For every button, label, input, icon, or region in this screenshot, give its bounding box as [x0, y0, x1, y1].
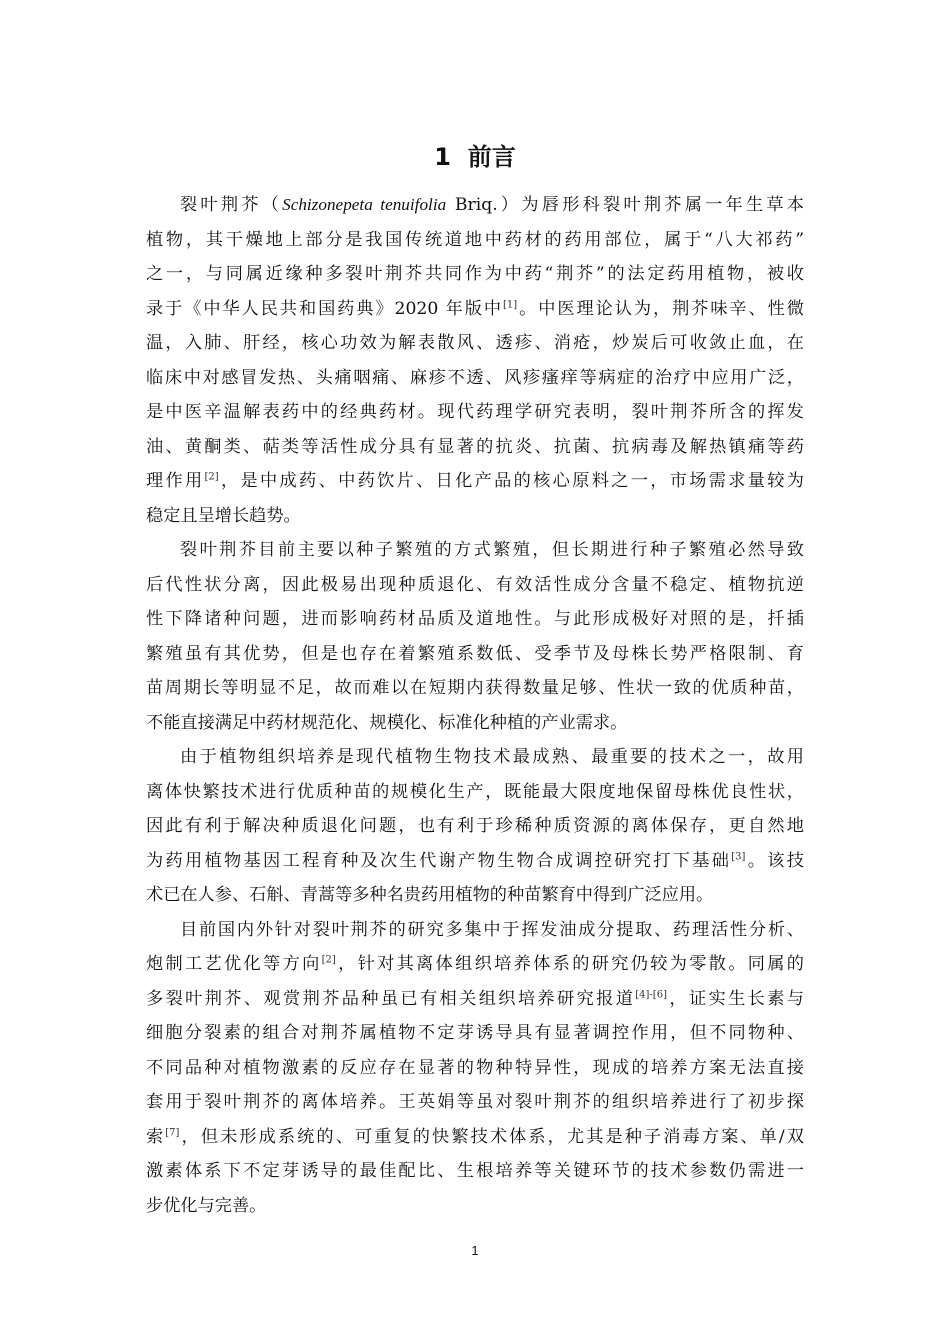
- paragraph-line: [146, 844, 804, 879]
- paragraph-line: [146, 982, 804, 1017]
- text-run: 是中医辛温解表药中的经典药材。现代药理学研究表明，裂叶荆芥所含的挥发: [146, 402, 804, 422]
- paragraph-line: [146, 602, 804, 637]
- text-run: 理作用: [146, 471, 205, 491]
- paragraph-line: [146, 499, 804, 534]
- citation-reference: [2]: [321, 954, 336, 966]
- text-run: 录于《中华人民共和国药典》2020 年版中: [146, 298, 504, 319]
- text-run: ，是中成药、中药饮片、日化产品的核心原料之一，市场需求量较为: [218, 471, 804, 491]
- text-run: 离体快繁技术进行优质种苗的规模化生产，既能最大限度地保留母株优良性状，: [146, 781, 804, 802]
- paragraph-line: [146, 1051, 804, 1086]
- text-run: 临床中对感冒发热、头痛咽痛、麻疹不透、风疹瘙痒等病症的治疗中应用广泛，: [146, 367, 804, 388]
- text-run: 不能直接满足中药材规范化、规模化、标准化种植的产业需求。: [146, 712, 628, 733]
- paragraph-line: [146, 775, 804, 810]
- text-run: 激素体系下不定芽诱导的最佳配比、生根培养等关键环节的技术参数仍需进一: [146, 1161, 804, 1181]
- paragraph-line: [146, 533, 804, 568]
- text-run: 为药用植物基因工程育种及次生代谢产物生物合成调控研究打下基础: [146, 850, 732, 871]
- text-run: 植物，其干燥地上部分是我国传统道地中药材的药用部位，属于“八大祁药”: [146, 229, 804, 250]
- paragraph-line: [146, 637, 804, 672]
- text-run: ，但未形成系统的、可重复的快繁技术体系，尤其是种子消毒方案、单/双: [179, 1126, 804, 1147]
- citation-reference: [2]: [204, 471, 219, 483]
- citation-reference: [3]: [731, 850, 746, 862]
- text-run: 细胞分裂素的组合对荆芥属植物不定芽诱导具有显著调控作用，但不同物种、: [146, 1023, 804, 1043]
- body-text: [146, 188, 804, 1223]
- citation-reference: [7]: [165, 1126, 180, 1138]
- text-run: 炮制工艺优化等方向: [146, 954, 322, 974]
- citation-reference: [1]: [503, 298, 518, 310]
- paragraph-line: [146, 671, 804, 706]
- paragraph-line: [146, 430, 804, 465]
- text-run: 裂叶荆芥（: [180, 195, 283, 215]
- text-run: 由于植物组织培养是现代植物生物技术最成熟、最重要的技术之一，故用: [180, 747, 804, 767]
- text-run: 套用于裂叶荆芥的离体培养。王英娟等虽对裂叶荆芥的组织培养进行了初步探: [146, 1092, 804, 1112]
- paragraph-line: [146, 706, 804, 741]
- paragraph-line: [146, 913, 804, 948]
- text-run: 多裂叶荆芥、观赏荆芥品种虽已有相关组织培养研究报道: [146, 988, 636, 1009]
- text-run: 索: [146, 1126, 166, 1147]
- text-run: 性下降诸种问题，进而影响药材品质及道地性。与此形成极好对照的是，扦插: [146, 609, 804, 629]
- text-run: Briq.）为唇形科裂叶荆芥属一年生草本: [446, 195, 804, 215]
- text-run: ，证实生长素与: [666, 988, 804, 1009]
- text-run: 术已在人参、石斛、青蒿等多种名贵药用植物的种苗繁育中得到广泛应用。: [146, 885, 714, 905]
- paragraph-line: [146, 361, 804, 396]
- text-run: 因此有利于解决种质退化问题，也有利于珍稀种质资源的离体保存，更自然地: [146, 816, 804, 836]
- text-run: 裂叶荆芥目前主要以种子繁殖的方式繁殖，但长期进行种子繁殖必然导致: [180, 540, 804, 560]
- paragraph-line: [146, 464, 804, 499]
- paragraph-line: [146, 568, 804, 603]
- paragraph-line: [146, 326, 804, 361]
- text-run: ，针对其离体组织培养体系的研究仍较为零散。同属的: [335, 954, 804, 974]
- paragraph-line: [146, 1189, 804, 1224]
- paragraph-line: [146, 188, 804, 223]
- paragraph-line: [146, 1120, 804, 1155]
- text-run: 。中医理论认为，荆芥味辛、性微: [517, 298, 804, 319]
- text-run: 。该技: [745, 850, 804, 871]
- text-run: 之一，与同属近缘种多裂叶荆芥共同作为中药“荆芥”的法定药用植物，被收: [146, 264, 804, 284]
- text-run: 苗周期长等明显不足，故而难以在短期内获得数量足够、性状一致的优质种苗，: [146, 678, 804, 698]
- text-run: 目前国内外针对裂叶荆芥的研究多集中于挥发油成分提取、药理活性分析、: [180, 919, 804, 940]
- paragraph-line: [146, 1016, 804, 1051]
- paragraph-line: [146, 223, 804, 258]
- paragraph-line: [146, 809, 804, 844]
- text-run: 稳定且呈增长趋势。: [146, 505, 301, 526]
- text-run: 繁殖虽有其优势，但是也存在着繁殖系数低、受季节及母株长势严格限制、育: [146, 643, 804, 664]
- citation-reference: [4]-[6]: [635, 988, 667, 1000]
- paragraph-line: [146, 395, 804, 430]
- text-run: 油、黄酮类、萜类等活性成分具有显著的抗炎、抗菌、抗病毒及解热镇痛等药: [146, 436, 804, 457]
- paragraph-line: [146, 292, 804, 327]
- paragraph-line: [146, 878, 804, 913]
- page-number: 1: [471, 1243, 479, 1258]
- paragraph-line: [146, 1154, 804, 1189]
- text-run: 后代性状分离，因此极易出现种质退化、有效活性成分含量不稳定、植物抗逆: [146, 574, 804, 595]
- paragraph-line: [146, 1085, 804, 1120]
- paragraph-line: [146, 257, 804, 292]
- text-run: 温，入肺、肝经，核心功效为解表散风、透疹、消疮，炒炭后可收敛止血，在: [146, 333, 804, 353]
- paragraph-line: [146, 947, 804, 982]
- italic-species-name: Schizonepeta tenuifolia: [282, 195, 447, 214]
- text-run: 步优化与完善。: [146, 1195, 267, 1216]
- paragraph-line: [146, 740, 804, 775]
- section-heading: 1 前言: [434, 143, 516, 171]
- text-run: 不同品种对植物激素的反应存在显著的物种特异性，现成的培养方案无法直接: [146, 1057, 804, 1078]
